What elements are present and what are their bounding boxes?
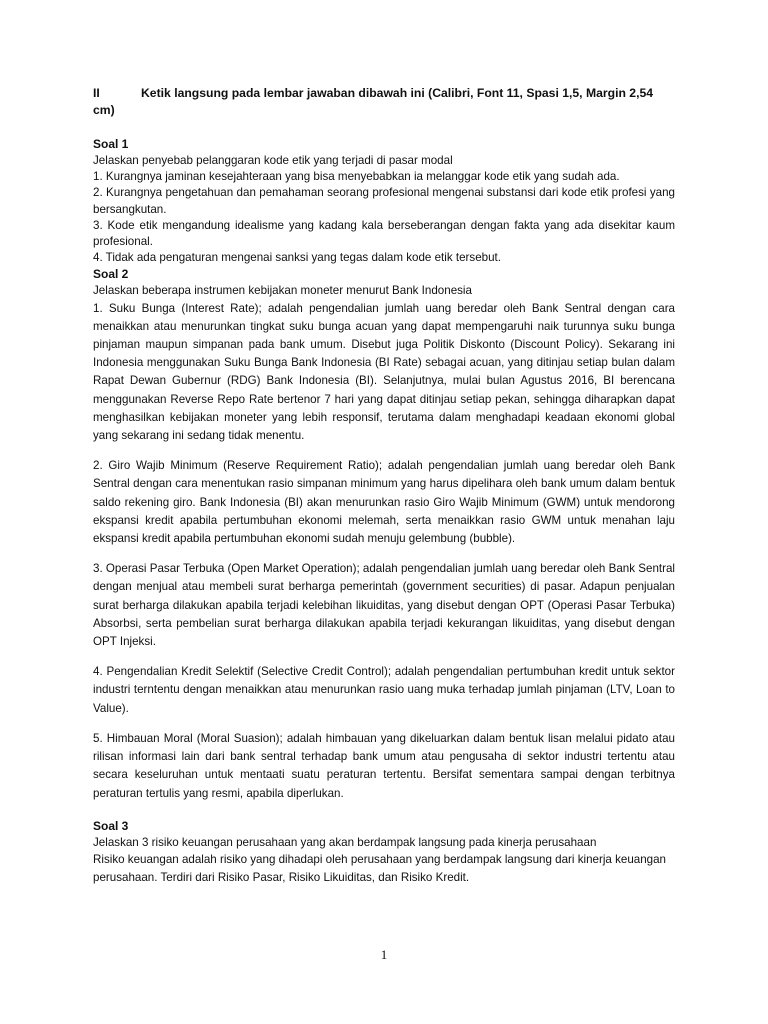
- section-instruction-cont: cm): [93, 103, 115, 117]
- section-number: II: [93, 86, 100, 100]
- soal-1-answer-2: 2. Kurangnya pengetahuan dan pemahaman seorang profesional mengenai substansi dari kode etik profesi yang bersangkutan.: [93, 186, 675, 216]
- soal-1-answer-1: 1. Kurangnya jaminan kesejahteraan yang bisa menyebabkan ia melanggar kode etik yang sudah ada.: [93, 170, 620, 184]
- soal-2-answer-1: 1. Suku Bunga (Interest Rate); adalah pengendalian jumlah uang beredar oleh Bank Sentral dengan cara menaikkan atau menurunkan tingkat suku bunga acuan yang dapat mempengaruhi naik turunnya suku bunga pinjaman maupun simpanan pada bank umum. Disebut juga Politik Diskonto (Discount Policy). Sekarang ini Indonesia menggunakan Suku Bunga Bank Indonesia (BI Rate) sebagai acuan, yang ditinjau setiap bulan dalam Rapat Dewan Gubernur (RDG) Bank Indonesia (BI). Selanjutnya, mulai bulan Agustus 2016, BI berencana menggunakan Reverse Repo Rate bertenor 7 hari yang dapat ditinjau setiap pekan, sehingga diharapkan dapat menghasilkan kebijakan moneter yang lebih responsif, terutama dalam menghadapi keadaan ekonomi global yang sekarang ini sedang tidak menentu.: [93, 301, 675, 443]
- soal-2-title: Soal 2: [93, 267, 129, 282]
- soal-2-answer-4: 4. Pengendalian Kredit Selektif (Selective Credit Control); adalah pengendalian pertumbuhan kredit untuk sektor industri terntentu dengan menaikkan atau menurunkan rasio uang muka terhadap jumlah pinjaman (LTV, Loan to Value).: [93, 665, 675, 715]
- soal-2-question: Jelaskan beberapa instrumen kebijakan moneter menurut Bank Indonesia: [93, 284, 472, 298]
- soal-2-answer-3: 3. Operasi Pasar Terbuka (Open Market Operation); adalah pengendalian jumlah uang beredar oleh Bank Sentral dengan menjual atau membeli surat berharga pemerintah (government securities) di pasar. Adapun penjualan surat berharga dilakukan apabila terjadi kelebihan likuiditas, yang disebut dengan OPT (Operasi Pasar Terbuka) Absorbsi, serta pembelian surat berharga dilakukan apabila terjadi kekurangan likuiditas, yang disebut dengan OPT Injeksi.: [93, 562, 675, 649]
- soal-1: [93, 136, 675, 266]
- document-page: [93, 85, 675, 887]
- soal-2: [93, 266, 675, 802]
- soal-3: [93, 818, 675, 887]
- section-instruction: Ketik langsung pada lembar jawaban dibawah ini (Calibri, Font 11, Spasi 1,5, Margin 2,54: [141, 86, 654, 100]
- soal-2-answer-2: 2. Giro Wajib Minimum (Reserve Requirement Ratio); adalah pengendalian jumlah uang beredar oleh Bank Sentral dengan cara menentukan rasio simpanan minimum yang harus dipelihara oleh bank umum dalam bentuk saldo rekening giro. Bank Indonesia (BI) akan menurunkan rasio Giro Wajib Minimum (GWM) untuk mendorong ekspansi kredit apabila pertumbuhan ekonomi melemah, serta menaikkan rasio GWM untuk menahan laju ekspansi kredit apabila pertumbuhan ekonomi sudah menuju gelembung (bubble).: [93, 459, 675, 546]
- soal-1-title: Soal 1: [93, 137, 129, 151]
- soal-1-question: Jelaskan penyebab pelanggaran kode etik yang terjadi di pasar modal: [93, 154, 453, 167]
- page-number: 1: [380, 947, 388, 962]
- soal-3-question: Jelaskan 3 risiko keuangan perusahaan yang akan berdampak langsung pada kinerja perusahaan: [93, 835, 597, 849]
- soal-3-answer: Risiko keuangan adalah risiko yang dihadapi oleh perusahaan yang berdampak langsung dari kinerja keuangan perusahaan. Terdiri dari Risiko Pasar, Risiko Likuiditas, dan Risiko Kredit.: [93, 852, 667, 884]
- soal-1-answer-4: 4. Tidak ada pengaturan mengenai sanksi yang tegas dalam kode etik tersebut.: [93, 251, 501, 265]
- soal-1-answer-3: 3. Kode etik mengandung idealisme yang kadang kala berseberangan dengan fakta yang ada disekitar kaum profesional.: [93, 218, 675, 249]
- soal-3-title: Soal 3: [93, 818, 129, 833]
- soal-2-answer-5: 5. Himbauan Moral (Moral Suasion); adalah himbauan yang dikeluarkan dalam bentuk lisan melalui pidato atau rilisan informasi lain dari bank sentral terhadap bank umum atau pengusaha di sektor industri tertentu atau secara keseluruhan untuk mentaati suatu peraturan tertentu. Bersifat sementara sampai dengan terbitnya peraturan tertulis yang resmi, apabila diperlukan.: [93, 731, 675, 800]
- section-heading: [93, 85, 675, 102]
